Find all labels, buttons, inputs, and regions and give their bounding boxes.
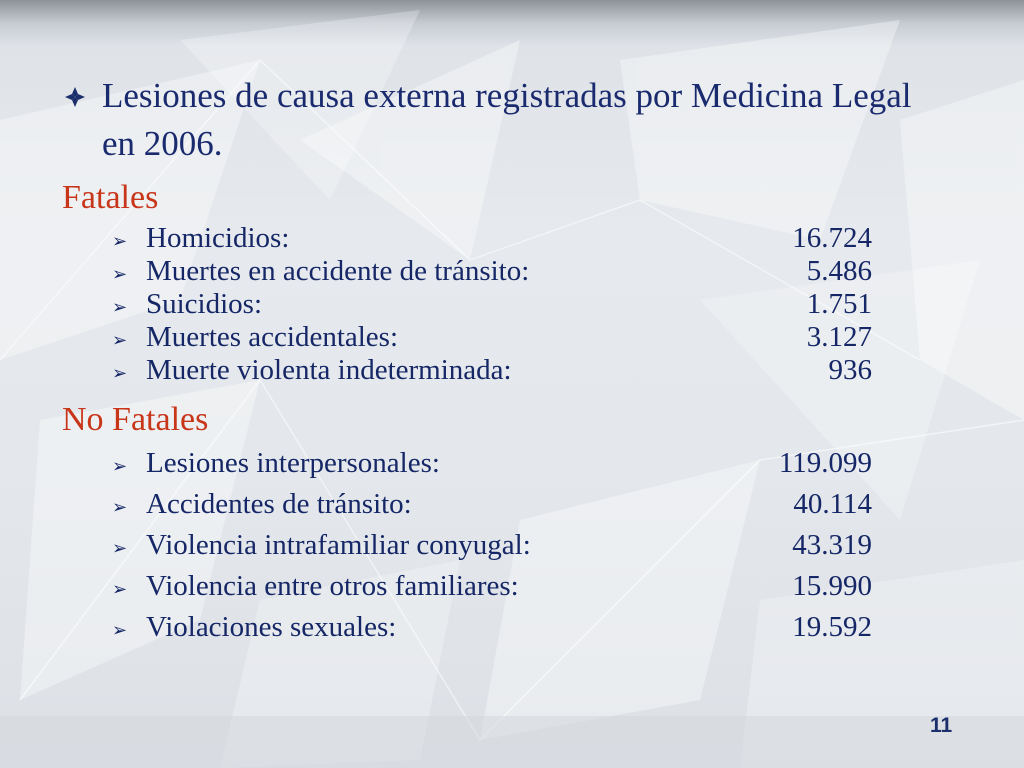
item-label: Violencia intrafamiliar conyugal: — [146, 529, 531, 561]
item-value: 15.990 — [792, 570, 872, 602]
no-fatales-list — [112, 443, 872, 648]
item-label: Muertes en accidente de tránsito: — [146, 255, 530, 287]
arrow-bullet-icon: ➢ — [112, 456, 128, 476]
no-fatales-heading: No Fatales — [62, 401, 209, 438]
arrow-bullet-icon: ➢ — [112, 363, 128, 383]
title-text: Lesiones de causa externa registradas por Medicina Legal en 2006. — [102, 76, 912, 163]
item-value: 43.319 — [792, 529, 872, 561]
fatales-list — [112, 222, 872, 387]
item-label: Muertes accidentales: — [146, 321, 399, 353]
list-item — [112, 443, 872, 484]
list-item — [112, 288, 872, 321]
item-value: 16.724 — [792, 222, 872, 254]
item-label: Violencia entre otros familiares: — [146, 570, 519, 602]
list-item — [112, 222, 872, 255]
item-label: Violaciones sexuales: — [146, 611, 397, 643]
slide-title — [64, 72, 944, 168]
item-label: Suicidios: — [146, 288, 263, 320]
arrow-bullet-icon: ➢ — [112, 330, 128, 350]
item-value: 119.099 — [778, 447, 872, 479]
arrow-bullet-icon: ➢ — [112, 620, 128, 640]
page-number: 11 — [930, 714, 953, 737]
list-item — [112, 525, 872, 566]
item-value: 3.127 — [806, 321, 872, 353]
list-item — [112, 566, 872, 607]
item-value: 936 — [828, 354, 872, 386]
list-item — [112, 321, 872, 354]
arrow-bullet-icon: ➢ — [112, 297, 128, 317]
item-value: 19.592 — [792, 611, 872, 643]
item-label: Lesiones interpersonales: — [146, 447, 440, 479]
list-item — [112, 255, 872, 288]
item-label: Homicidios: — [146, 222, 290, 254]
arrow-bullet-icon: ➢ — [112, 497, 128, 517]
item-value: 5.486 — [806, 255, 872, 287]
item-label: Muerte violenta indeterminada: — [146, 354, 512, 386]
arrow-bullet-icon: ➢ — [112, 579, 128, 599]
item-label: Accidentes de tránsito: — [146, 488, 412, 520]
arrow-bullet-icon: ➢ — [112, 231, 128, 251]
fatales-heading: Fatales — [62, 179, 159, 216]
arrow-bullet-icon: ➢ — [112, 538, 128, 558]
arrow-bullet-icon: ➢ — [112, 264, 128, 284]
list-item — [112, 354, 872, 387]
list-item — [112, 607, 872, 648]
item-value: 1.751 — [806, 288, 872, 320]
diamond-bullet-icon — [64, 86, 86, 108]
list-item — [112, 484, 872, 525]
item-value: 40.114 — [793, 488, 872, 520]
